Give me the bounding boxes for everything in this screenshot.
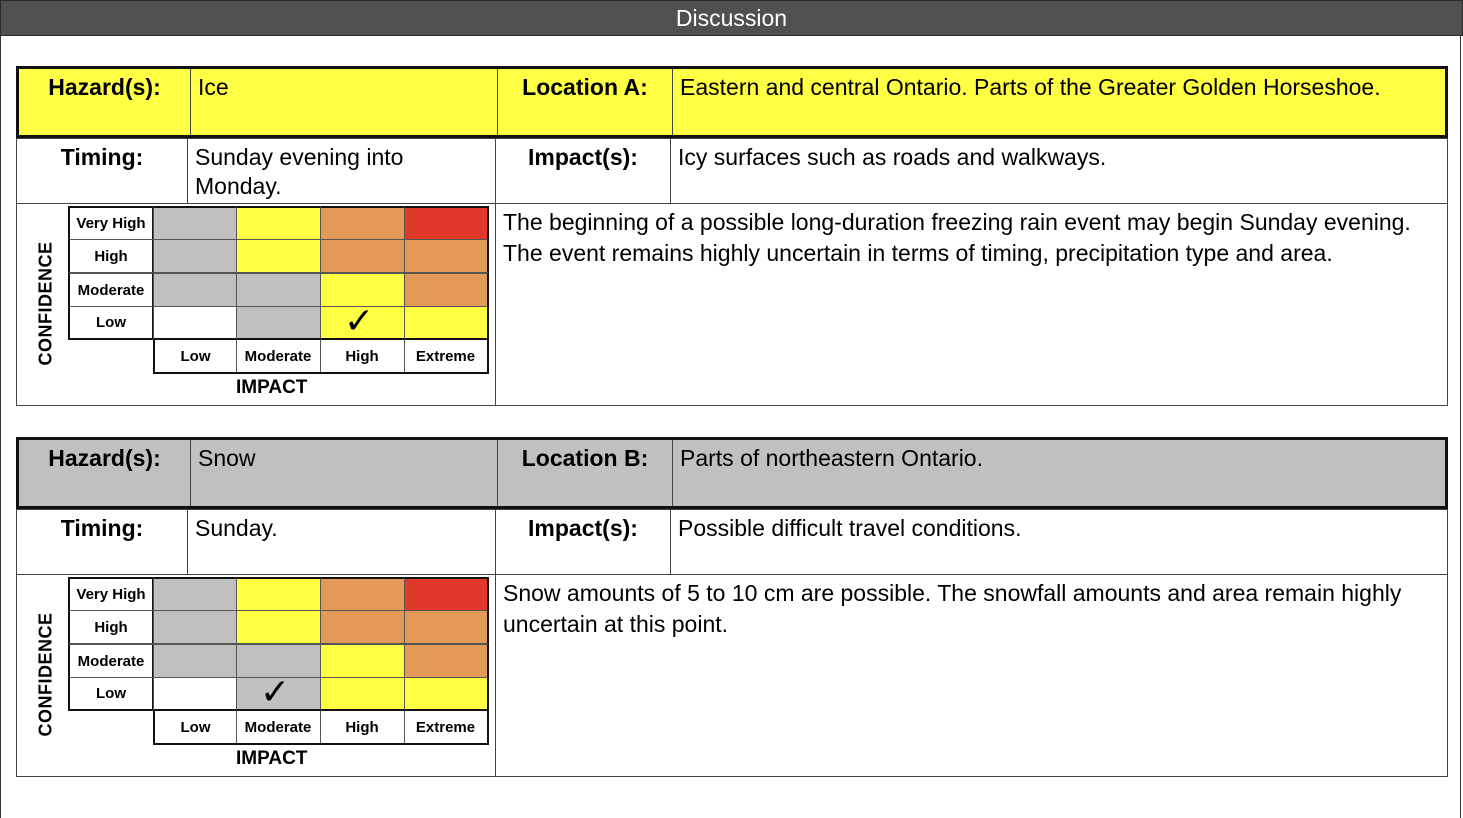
- confidence-row-label: Moderate: [68, 644, 154, 678]
- risk-matrix: [16, 203, 495, 406]
- impact-col-label: Moderate: [236, 711, 321, 745]
- confidence-axis-label: CONFIDENCE: [35, 241, 56, 366]
- confidence-row-label: Very High: [68, 577, 154, 611]
- risk-cell: [404, 273, 489, 307]
- risk-cell: [153, 644, 237, 678]
- risk-cell: [320, 206, 405, 240]
- impact-col-label: Extreme: [404, 711, 489, 745]
- risk-cell: [153, 306, 237, 340]
- page-title: Discussion: [0, 0, 1463, 36]
- risk-cell: [236, 273, 321, 307]
- checkmark-icon: ✓: [344, 301, 375, 342]
- description-text: Snow amounts of 5 to 10 cm are possible. The snowfall amounts and area remain highly uncertain at this point.: [503, 580, 1402, 637]
- risk-cell: [320, 677, 405, 711]
- risk-cell: [236, 206, 321, 240]
- risk-cell: [320, 577, 405, 611]
- impact-label: Impact(s):: [495, 509, 671, 575]
- impact-value: Icy surfaces such as roads and walkways.: [670, 138, 1448, 204]
- impact-col-label: High: [320, 711, 405, 745]
- impact-col-label: Low: [153, 340, 237, 374]
- impact-col-label: High: [320, 340, 405, 374]
- hazard-label: Hazard(s):: [19, 69, 191, 135]
- confidence-row-label: High: [68, 610, 154, 644]
- risk-cell: [404, 239, 489, 273]
- risk-cell: [153, 239, 237, 273]
- timing-value: Sunday.: [187, 509, 496, 575]
- risk-cell: [320, 610, 405, 644]
- timing-label: Timing:: [16, 138, 188, 204]
- hazard-value: Snow: [191, 440, 498, 506]
- risk-cell: [404, 644, 489, 678]
- location-value: Eastern and central Ontario. Parts of the Greater Golden Horseshoe.: [680, 74, 1381, 100]
- risk-cell: [320, 239, 405, 273]
- risk-cell: [320, 644, 405, 678]
- risk-cell: [236, 577, 321, 611]
- hazard-header-row: [16, 66, 1448, 138]
- risk-cell: [404, 677, 489, 711]
- timing-label: Timing:: [16, 509, 188, 575]
- impact-axis-label: IMPACT: [236, 748, 308, 769]
- risk-cell: [236, 610, 321, 644]
- risk-cell: [404, 577, 489, 611]
- location-label: Location B:: [498, 440, 673, 506]
- confidence-row-label: Low: [68, 306, 154, 340]
- risk-cell: [153, 273, 237, 307]
- risk-matrix: [16, 574, 495, 777]
- risk-cell: [236, 306, 321, 340]
- risk-cell: [153, 610, 237, 644]
- impact-col-label: Extreme: [404, 340, 489, 374]
- hazard-label: Hazard(s):: [19, 440, 191, 506]
- risk-cell: [404, 206, 489, 240]
- confidence-axis-label: CONFIDENCE: [35, 612, 56, 737]
- impact-axis-label: IMPACT: [236, 377, 308, 398]
- risk-cell: [153, 577, 237, 611]
- description-text: The beginning of a possible long-duration freezing rain event may begin Sunday evening. The event remains highly uncertain in terms of timing, precipitation type and area.: [503, 209, 1411, 266]
- impact-label: Impact(s):: [495, 138, 671, 204]
- location-value: Parts of northeastern Ontario.: [680, 445, 983, 471]
- risk-cell: [404, 306, 489, 340]
- confidence-row-label: High: [68, 239, 154, 273]
- risk-cell: [404, 610, 489, 644]
- confidence-row-label: Low: [68, 677, 154, 711]
- checkmark-icon: ✓: [260, 672, 291, 713]
- confidence-row-label: Moderate: [68, 273, 154, 307]
- impact-value: Possible difficult travel conditions.: [670, 509, 1448, 575]
- hazard-value: Ice: [191, 69, 498, 135]
- hazard-header-row: [16, 437, 1448, 509]
- risk-cell: [153, 206, 237, 240]
- risk-cell: [153, 677, 237, 711]
- confidence-row-label: Very High: [68, 206, 154, 240]
- impact-col-label: Low: [153, 711, 237, 745]
- timing-value: Sunday evening into Monday.: [187, 138, 496, 204]
- impact-col-label: Moderate: [236, 340, 321, 374]
- location-label: Location A:: [498, 69, 673, 135]
- risk-cell: [236, 239, 321, 273]
